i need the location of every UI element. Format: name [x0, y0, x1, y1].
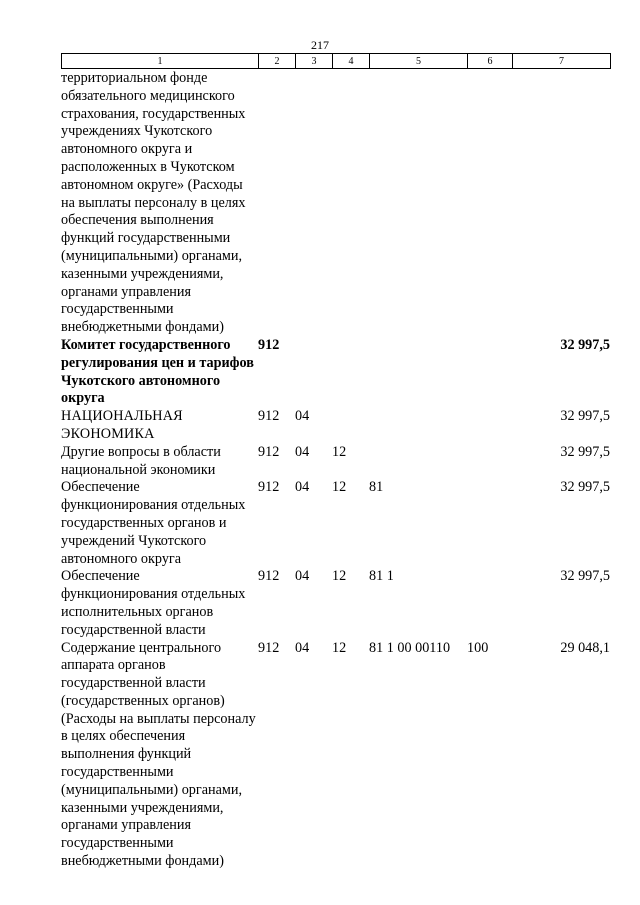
row-name: территориальном фонде обязательного медицинского страхования, государственных учреждениях Чукотского автономного округа и расположенных в Чукотском автономном округе» (Расходы на выплаты персоналу в целях обеспечения выполнения функций государственными (муниципальными) органами, казенными учреждениями, органами управления государственными внебюджетными фондами) — [61, 70, 246, 336]
header-col-7: 7 — [513, 54, 611, 69]
header-col-4: 4 — [333, 54, 370, 69]
row-rz — [295, 70, 332, 337]
row-csr: 81 1 00 00110 — [369, 639, 451, 656]
row-csr — [369, 70, 467, 337]
table-row — [61, 568, 610, 639]
row-ved: 912 — [258, 443, 280, 460]
row-name: Содержание центрального аппарата органов государственной власти (государственных органов) (Расходы на выплаты персоналу в целях обеспечения выполнения функций государственными (муниципальными) органами, казенными учреждениями, органами управления государственными внебюджетными фондами) — [61, 639, 256, 870]
row-vr — [467, 479, 512, 568]
table-row — [61, 408, 610, 444]
row-vr: 100 — [467, 639, 489, 656]
row-pr — [332, 70, 369, 337]
row-csr — [369, 408, 467, 444]
budget-table — [61, 70, 610, 871]
table-row — [61, 337, 610, 408]
row-sum: 32 997,5 — [560, 408, 610, 425]
row-ved — [258, 70, 295, 337]
row-pr — [332, 408, 369, 444]
page-number: 217 — [311, 38, 329, 52]
row-rz: 04 — [295, 639, 310, 656]
row-vr — [467, 444, 512, 480]
row-vr — [467, 568, 512, 639]
row-pr: 12 — [332, 568, 347, 585]
row-sum: 32 997,5 — [560, 336, 610, 353]
row-csr: 81 1 — [369, 568, 394, 585]
row-sum: 32 997,5 — [560, 443, 610, 460]
row-rz: 04 — [295, 408, 310, 425]
row-rz — [295, 337, 332, 408]
header-col-5: 5 — [370, 54, 468, 69]
row-name: НАЦИОНАЛЬНАЯ ЭКОНОМИКА — [61, 408, 183, 442]
table-row — [61, 479, 610, 568]
row-vr — [467, 337, 512, 408]
table-row — [61, 70, 610, 337]
row-name: Комитет государственного регулирования цен и тарифов Чукотского автономного округа — [61, 336, 254, 407]
header-col-2: 2 — [259, 54, 296, 69]
row-ved: 912 — [258, 479, 280, 496]
row-ved: 912 — [258, 639, 280, 656]
row-name: Обеспечение функционирования отдельных государственных органов и учреждений Чукотского автономного округа — [61, 479, 246, 567]
row-csr: 81 — [369, 479, 384, 496]
row-ved: 912 — [258, 336, 280, 353]
row-vr — [467, 408, 512, 444]
row-rz: 04 — [295, 443, 310, 460]
row-pr — [332, 337, 369, 408]
table-row — [61, 640, 610, 871]
column-number-header — [61, 53, 611, 69]
row-sum: 32 997,5 — [560, 568, 610, 585]
row-pr: 12 — [332, 479, 347, 496]
header-col-3: 3 — [296, 54, 333, 69]
table-row — [61, 444, 610, 480]
row-rz: 04 — [295, 568, 310, 585]
row-csr — [369, 444, 467, 480]
row-rz: 04 — [295, 479, 310, 496]
row-pr: 12 — [332, 639, 347, 656]
row-sum — [512, 70, 610, 337]
row-sum: 32 997,5 — [560, 479, 610, 496]
row-vr — [467, 70, 512, 337]
row-ved: 912 — [258, 408, 280, 425]
row-pr: 12 — [332, 443, 347, 460]
row-name: Другие вопросы в области национальной экономики — [61, 443, 221, 478]
row-ved: 912 — [258, 568, 280, 585]
header-col-1: 1 — [62, 54, 259, 69]
header-col-6: 6 — [468, 54, 513, 69]
row-name: Обеспечение функционирования отдельных исполнительных органов государственной власти — [61, 568, 246, 638]
row-sum: 29 048,1 — [560, 639, 610, 656]
row-csr — [369, 337, 467, 408]
